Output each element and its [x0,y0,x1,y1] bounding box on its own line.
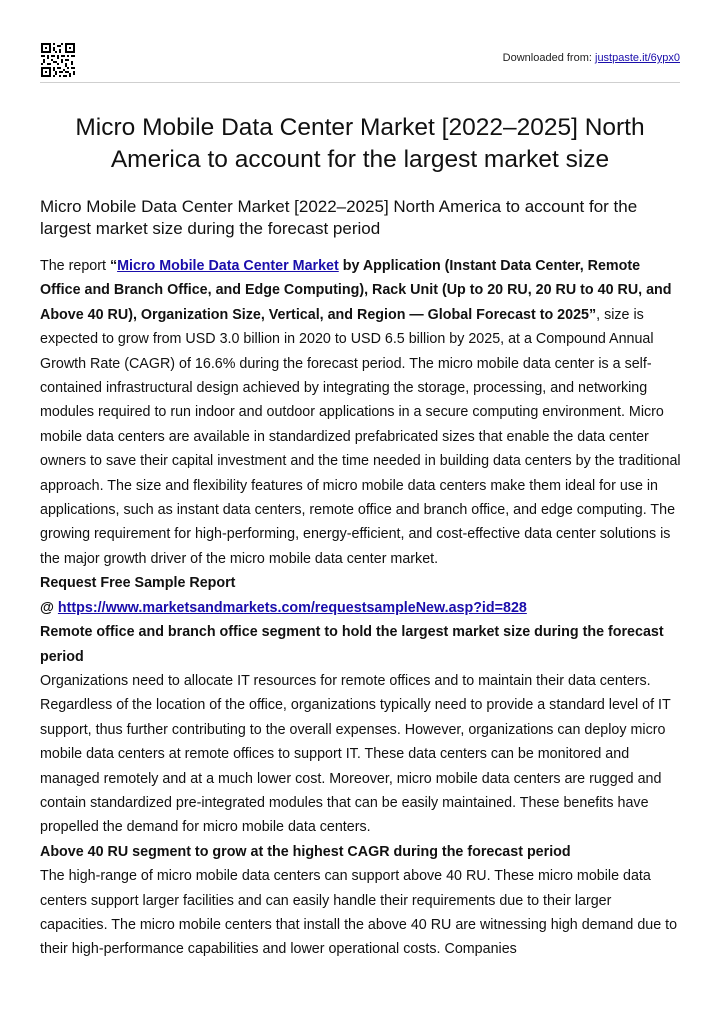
section1-heading-text: Remote office and branch office segment to hold the largest market size during the forecast period [40,624,664,665]
download-source-label: Downloaded from: [502,52,592,64]
intro-text: , size is expected to grow from USD 3.0 billion in 2020 to USD 6.5 billion by 2025, at a Compound Annual Growth Rate (CAGR) of 16.6% during the forecast period. The micro mobile data center is a self-contained infrastructural design achieved by integrating the storage, processing, and networking modules required to run indoor and outdoor applications in a secure computing environment. Micro mobile data centers are available in standardized prefabricated sizes that enable the data center owners to save their capital investment and the time needed in building data centers by the traditional approach. The size and flexibility features of micro mobile data centers make them ideal for use in applications, such as instant data centers, remote office and branch office, and edge computing. The growing requirement for high-performing, energy-efficient, and cost-effective data center solutions is the major growth driver of the micro mobile data center market. [40,306,681,567]
download-source [503,52,680,64]
header-divider [40,82,680,83]
qr-code-icon [41,43,75,77]
section2-heading-text: Above 40 RU segment to grow at the highest CAGR during the forecast period [40,843,571,860]
download-source-link[interactable]: justpaste.it/6ypx0 [595,52,680,64]
page-subtitle: Micro Mobile Data Center Market [2022–2025] North America to account for the largest market size during the forecast period [40,197,638,238]
section1-paragraph: Organizations need to allocate IT resources for remote offices and to maintain their data centers. Regardless of the location of the office, organizations typically need to provide a standard level of IT support, thus further contributing to the overall expenses. However, organizations can deploy micro mobile data centers at remote offices to support IT. These data centers can be monitored and managed remotely and at a much lower cost. Moreover, micro mobile data centers are rugged and contain standardized pre-integrated modules that can be easily maintained. These benefits have propelled the demand for micro mobile data centers. [40,672,671,836]
page-title: Micro Mobile Data Center Market [2022–2025] North America to account for the largest market size [75,114,645,173]
section2-paragraph: The high-range of micro mobile data centers can support above 40 RU. These micro mobile data centers support larger facilities and can easily handle their requirements due to their larger capacities. The micro mobile centers that install the above 40 RU are witnessing high demand due to their high-performance capabilities and lower operational costs. Companies [40,868,678,958]
sample-link-line [40,596,682,620]
sample-at: @ [40,599,58,616]
sample-heading-text: Request Free Sample Report [40,575,236,592]
intro-lead: The report [40,258,110,274]
article-body [40,254,682,962]
report-title-rest: by Application (Instant Data Center, Remote Office and Branch Office, and Edge Computing), Rack Unit (Up to 20 RU, 20 RU to 40 RU, and Above 40 RU), Organization Size, Vertical, and Region — Global Forecast to 2025” [40,258,672,323]
intro-paragraph [40,254,682,571]
section2-heading [40,840,682,864]
report-link[interactable]: Micro Mobile Data Center Market [117,258,339,274]
intro-open-quote: “ [109,258,118,274]
sample-report-link[interactable]: https://www.marketsandmarkets.com/requestsampleNew.asp?id=828 [57,599,527,616]
section1-heading [40,620,682,669]
sample-heading [40,571,682,595]
